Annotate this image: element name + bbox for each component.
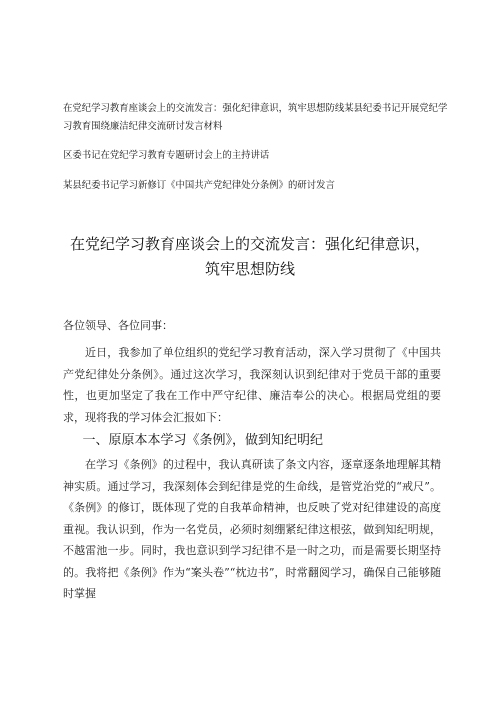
- section-heading-1: 一、原原本本学习《条例》，做到知纪明纪: [82, 433, 324, 448]
- related-article-3[interactable]: 某县纪委书记学习新修订《中国共产党纪律处分条例》的研讨发言: [63, 179, 335, 191]
- related-article-1[interactable]: 在党纪学习教育座谈会上的交流发言：强化纪律意识，筑牢思想防线某县纪委书记开展党纪学习教育围绕廉洁纪律交流研讨发言材料: [63, 103, 448, 132]
- paragraph-1: 近日，我参加了单位组织的党纪学习教育活动，深入学习贯彻了《中国共产党纪律处分条例》。通过这次学习，我深刻认识到纪律对于党员干部的重要性，也更加坚定了我在工作中严守纪律、廉洁奉公的决心。根据局党组的要求，现将我的学习体会汇报如下：: [63, 346, 441, 424]
- document-title-line-2: 筑牢思想防线: [204, 260, 295, 278]
- related-articles-list: [63, 100, 449, 206]
- related-article-2[interactable]: 区委书记在党纪学习教育专题研讨会上的主持讲话: [63, 150, 270, 161]
- document-title-line-1: 在党纪学习教育座谈会上的交流发言：强化纪律意识，: [69, 235, 430, 253]
- salutation: 各位领导、各位同事：: [63, 319, 173, 332]
- document-title: [60, 232, 440, 282]
- paragraph-2: 在学习《条例》的过程中，我认真研读了条文内容，逐章逐条地理解其精神实质。通过学习，我深刻体会到纪律是党的生命线，是管党治党的“戒尺”。《条例》的修订，既体现了党的自我革命精神，也反映了党对纪律建设的高度重视。我认识到，作为一名党员，必须时刻绷紧纪律这根弦，做到知纪明规，不越雷池一步。同时，我也意识到学习纪律不是一时之功，而是需要长期坚持的。我将把《条例》作为“案头卷”“枕边书”，时常翻阅学习，确保自己能够随时掌握: [63, 458, 441, 600]
- document-body: [63, 316, 441, 605]
